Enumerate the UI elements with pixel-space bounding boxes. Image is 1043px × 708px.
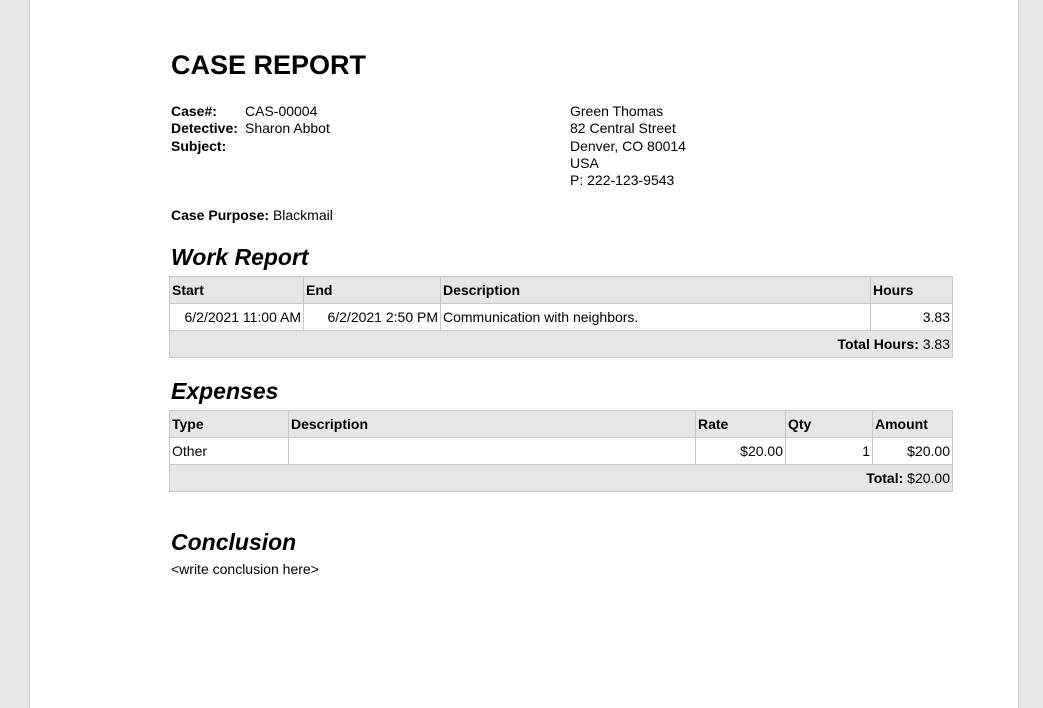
conclusion-heading: Conclusion (171, 529, 297, 555)
expense-type: Other (170, 438, 289, 465)
conclusion-text[interactable]: <write conclusion here> (171, 561, 319, 577)
client-country: USA (570, 154, 599, 171)
col-amount: Amount (873, 411, 953, 438)
expenses-heading: Expenses (171, 378, 279, 404)
case-purpose-label: Case Purpose: (171, 207, 270, 223)
expenses-total-row (170, 465, 953, 492)
row-end: 6/2/2021 2:50 PM (304, 304, 441, 331)
expense-rate: $20.00 (696, 438, 786, 465)
expenses-table (169, 410, 953, 492)
table-row (170, 304, 953, 331)
row-hours: 3.83 (871, 304, 953, 331)
client-street: 82 Central Street (570, 120, 676, 137)
case-number-label: Case#: (171, 103, 217, 119)
expense-qty: 1 (786, 438, 873, 465)
col-qty: Qty (786, 411, 873, 438)
col-type: Type (170, 411, 289, 438)
col-expense-description: Description (289, 411, 696, 438)
expenses-total-label: Total: (866, 470, 904, 486)
work-report-table (169, 276, 953, 358)
total-hours-label: Total Hours: (837, 336, 919, 352)
client-phone: P: 222-123-9543 (570, 172, 675, 189)
expense-amount: $20.00 (873, 438, 953, 465)
client-name: Green Thomas (570, 103, 664, 119)
case-number-value: CAS-00004 (245, 103, 318, 119)
expense-description (289, 438, 696, 465)
work-report-total-row (170, 331, 953, 358)
work-report-header-row (170, 277, 953, 304)
col-rate: Rate (696, 411, 786, 438)
col-hours: Hours (871, 277, 953, 304)
report-title: CASE REPORT (171, 50, 367, 80)
report-page (29, 0, 1019, 708)
detective-value: Sharon Abbot (245, 120, 330, 136)
row-description: Communication with neighbors. (441, 304, 871, 331)
client-city: Denver, CO 80014 (570, 137, 686, 154)
total-hours-value: 3.83 (922, 336, 950, 352)
col-description: Description (441, 277, 871, 304)
case-purpose (171, 207, 333, 223)
expenses-header-row (170, 411, 953, 438)
table-row (170, 438, 953, 465)
subject-label: Subject: (171, 138, 227, 154)
work-report-heading: Work Report (171, 244, 309, 270)
detective-label: Detective: (171, 120, 238, 136)
client-address (570, 103, 686, 189)
col-start: Start (170, 277, 304, 304)
case-purpose-value: Blackmail (272, 207, 333, 223)
row-start: 6/2/2021 11:00 AM (170, 304, 304, 331)
expenses-total-value: $20.00 (907, 470, 950, 486)
col-end: End (304, 277, 441, 304)
